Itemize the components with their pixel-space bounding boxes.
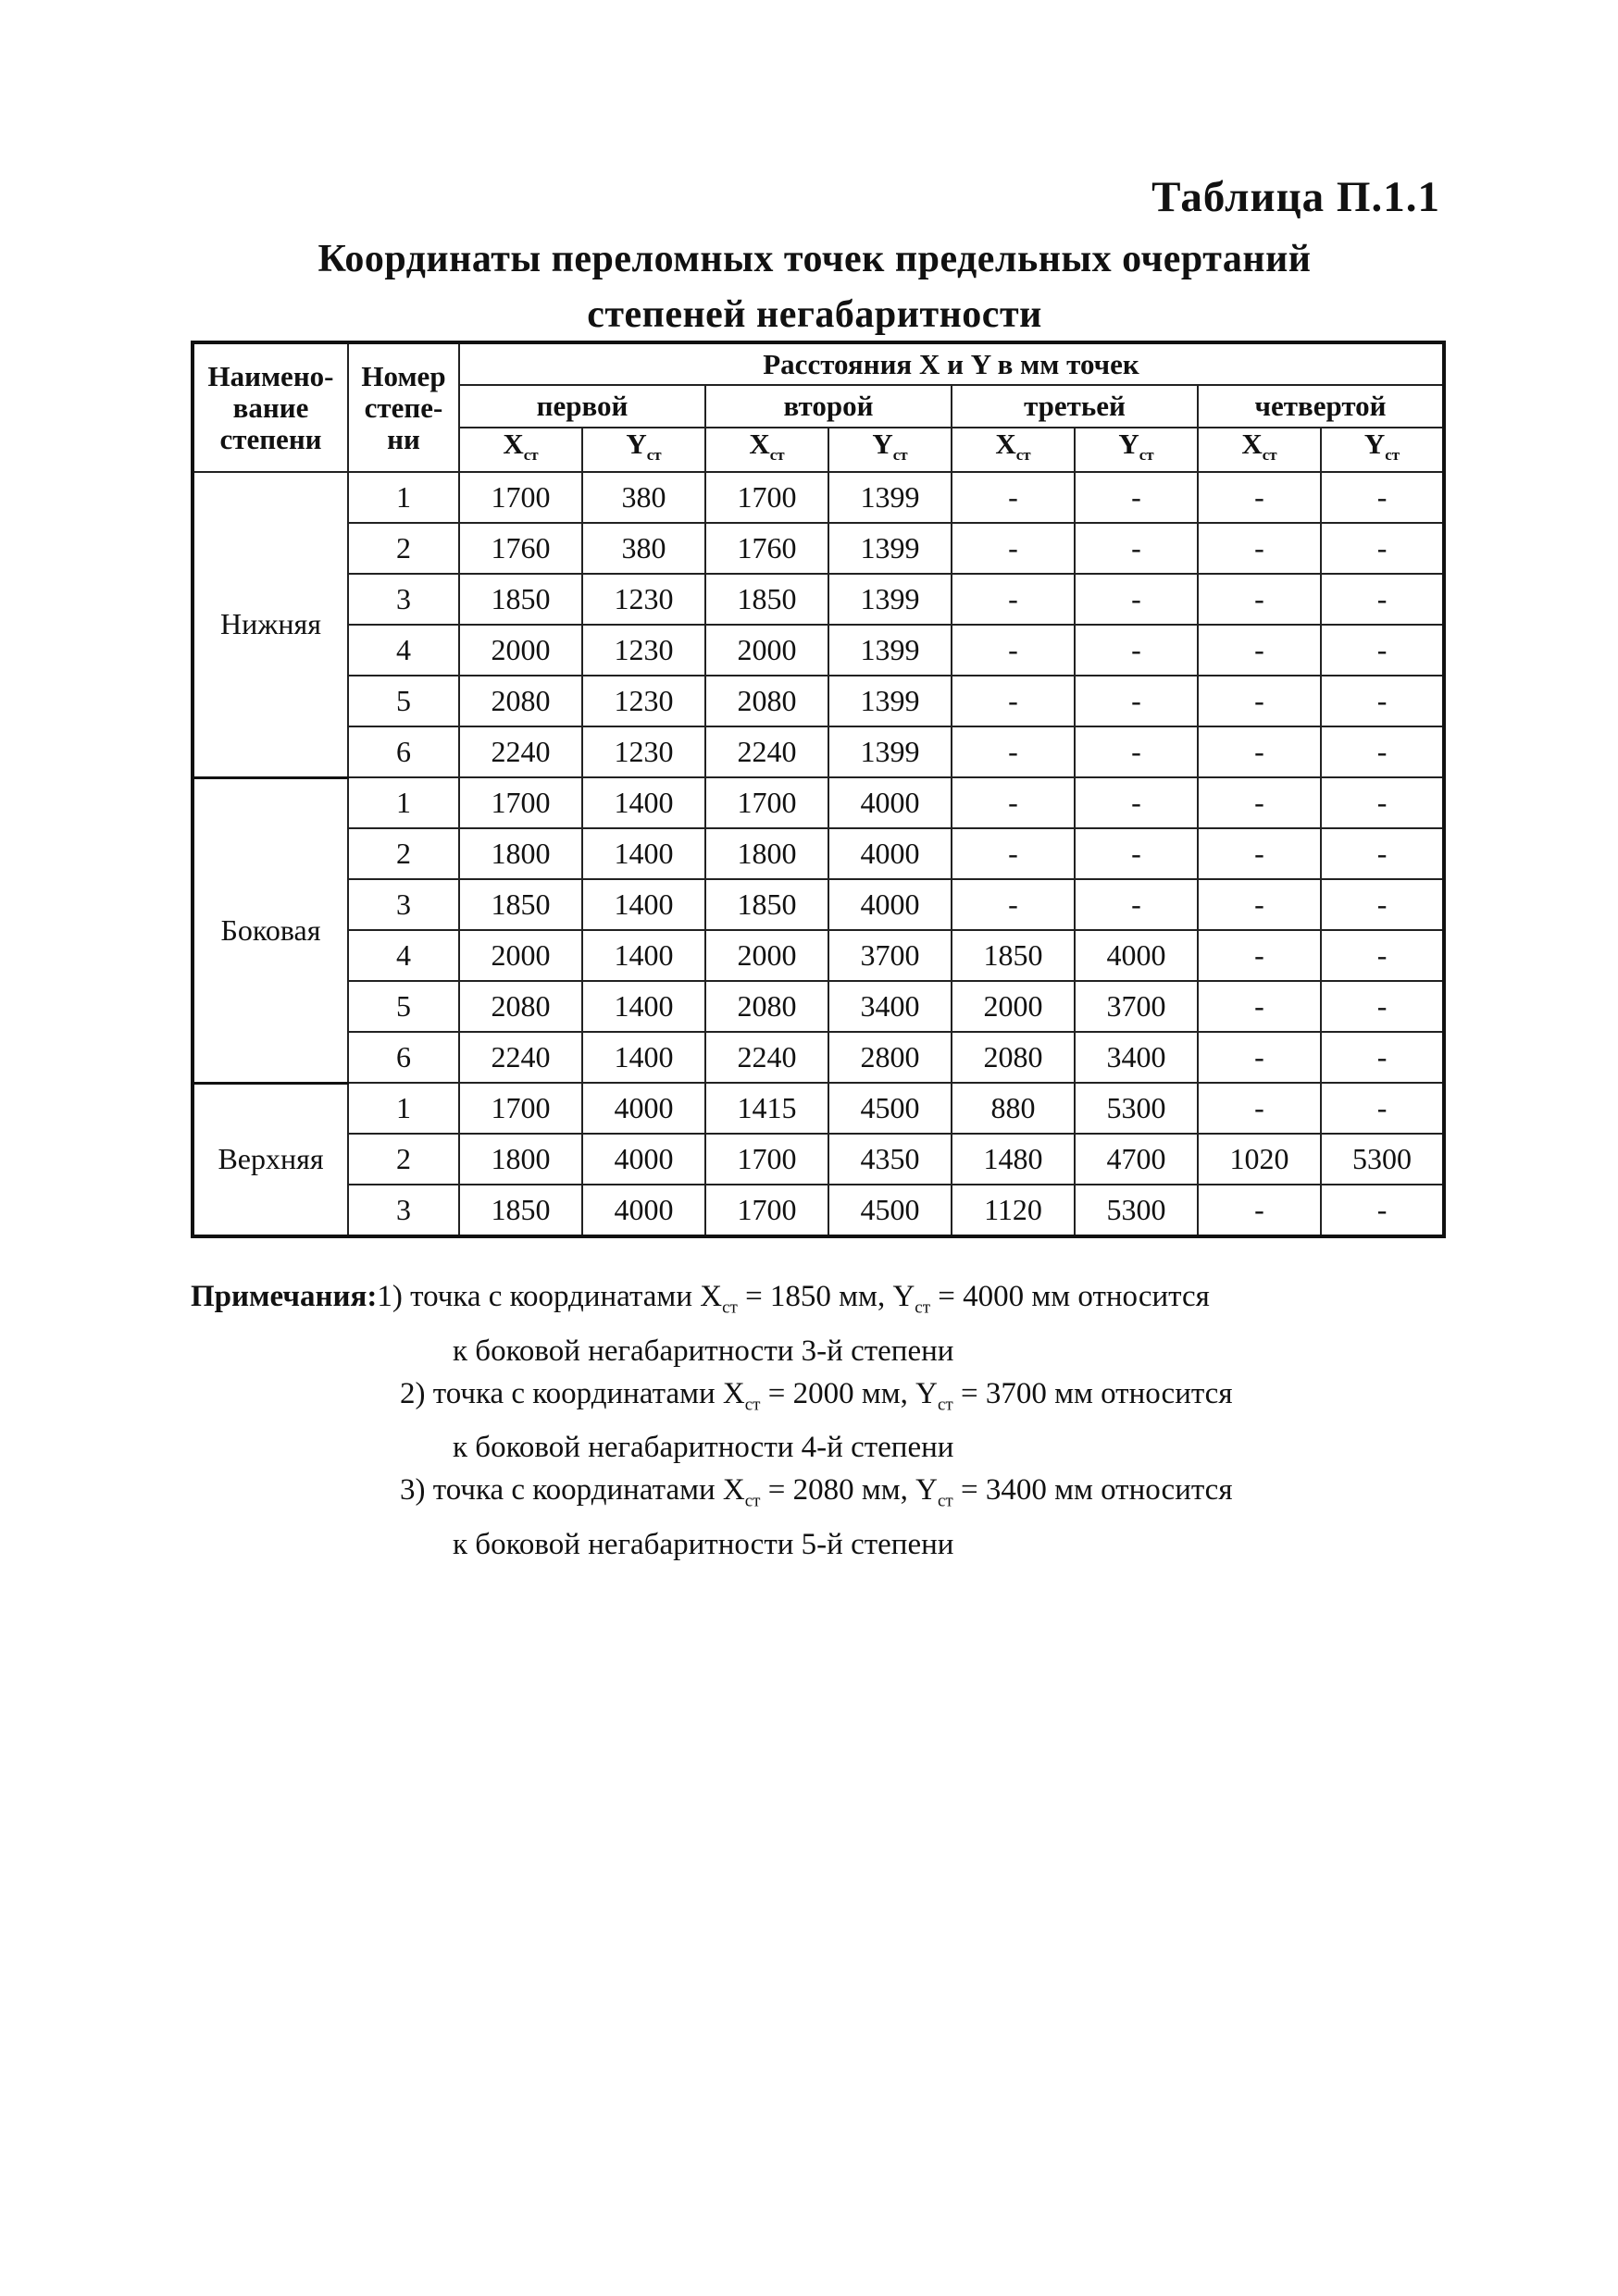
table-row bbox=[193, 472, 1444, 523]
coordinate-cell: 1800 bbox=[459, 828, 582, 879]
coordinate-cell: 1850 bbox=[459, 1185, 582, 1236]
coordinate-cell: - bbox=[1321, 574, 1444, 625]
degree-number: 5 bbox=[348, 676, 459, 726]
header-point-4: четвертой bbox=[1198, 385, 1444, 428]
coordinate-cell: 2800 bbox=[828, 1032, 952, 1083]
coordinate-cell: - bbox=[1321, 472, 1444, 523]
coordinate-cell: 1400 bbox=[582, 930, 705, 981]
header-distances: Расстояния X и Y в мм точек bbox=[459, 342, 1444, 385]
title-line-2: степеней негабаритности bbox=[587, 293, 1042, 336]
table-row bbox=[193, 777, 1444, 828]
coordinate-cell: 1400 bbox=[582, 777, 705, 828]
coordinate-cell: 880 bbox=[952, 1083, 1075, 1134]
coordinate-cell: 1480 bbox=[952, 1134, 1075, 1185]
header-y-3: $Y_{ст}$ bbox=[1075, 428, 1198, 472]
table-row bbox=[193, 726, 1444, 777]
degree-number: 6 bbox=[348, 1032, 459, 1083]
coordinate-cell: 2000 bbox=[459, 930, 582, 981]
coordinate-cell: - bbox=[1321, 676, 1444, 726]
coordinate-cell: 1230 bbox=[582, 574, 705, 625]
coordinate-cell: 1850 bbox=[459, 879, 582, 930]
coordinate-cell: 5300 bbox=[1075, 1185, 1198, 1236]
coordinate-cell: 1760 bbox=[705, 523, 828, 574]
coordinate-cell: 1700 bbox=[459, 777, 582, 828]
header-x-2: $X_{ст}$ bbox=[705, 428, 828, 472]
coordinate-cell: 1400 bbox=[582, 981, 705, 1032]
coordinate-cell: 1230 bbox=[582, 726, 705, 777]
coordinate-cell: - bbox=[1198, 574, 1321, 625]
coordinate-cell: - bbox=[1198, 1185, 1321, 1236]
coordinate-cell: 1850 bbox=[459, 574, 582, 625]
coordinate-cell: 1700 bbox=[705, 1185, 828, 1236]
coordinate-cell: 1400 bbox=[582, 1032, 705, 1083]
note-item: Примечания:1) точка с координатами $X_{ст} = 1850$ мм, $Y_{ст} = 4000$ мм относится bbox=[191, 1280, 1210, 1318]
degree-number: 1 bbox=[348, 472, 459, 523]
coordinate-cell: 1800 bbox=[459, 1134, 582, 1185]
coordinate-cell: 2080 bbox=[459, 981, 582, 1032]
coordinate-cell: 2080 bbox=[952, 1032, 1075, 1083]
title-line-1: Координаты переломных точек предельных очертаний bbox=[317, 238, 1312, 280]
group-name: Верхняя bbox=[193, 1083, 348, 1236]
coordinate-cell: - bbox=[1321, 726, 1444, 777]
page-title bbox=[190, 231, 1439, 342]
degree-number: 4 bbox=[348, 930, 459, 981]
coordinate-cell: 4000 bbox=[828, 777, 952, 828]
coordinate-cell: 1415 bbox=[705, 1083, 828, 1134]
degree-number: 5 bbox=[348, 981, 459, 1032]
coordinate-cell: 5300 bbox=[1075, 1083, 1198, 1134]
notes bbox=[191, 1275, 1450, 1566]
coordinate-cell: 4000 bbox=[582, 1185, 705, 1236]
table-row bbox=[193, 676, 1444, 726]
coordinate-cell: - bbox=[1198, 676, 1321, 726]
coordinate-cell: 4000 bbox=[582, 1134, 705, 1185]
coordinate-cell: 2240 bbox=[705, 726, 828, 777]
degree-number: 4 bbox=[348, 625, 459, 676]
coordinate-cell: - bbox=[1321, 523, 1444, 574]
header-y-4: $Y_{ст}$ bbox=[1321, 428, 1444, 472]
coordinate-cell: 1020 bbox=[1198, 1134, 1321, 1185]
coordinate-cell: - bbox=[1075, 523, 1198, 574]
coordinate-cell: 2240 bbox=[705, 1032, 828, 1083]
degree-number: 3 bbox=[348, 1185, 459, 1236]
coordinate-cell: - bbox=[1075, 676, 1198, 726]
degree-number: 2 bbox=[348, 523, 459, 574]
coordinate-cell: 4500 bbox=[828, 1083, 952, 1134]
coordinate-cell: - bbox=[1198, 726, 1321, 777]
table-row bbox=[193, 625, 1444, 676]
coordinate-cell: - bbox=[1198, 472, 1321, 523]
header-y-1: $Y_{ст}$ bbox=[582, 428, 705, 472]
note-item: 2) точка с координатами $X_{ст} = 2000$ мм, $Y_{ст} = 3700$ мм относится bbox=[400, 1376, 1233, 1415]
coordinate-cell: 1850 bbox=[705, 574, 828, 625]
notes-label: Примечания: bbox=[191, 1280, 378, 1313]
coordinate-cell: - bbox=[1198, 930, 1321, 981]
coordinate-cell: 380 bbox=[582, 523, 705, 574]
coordinate-cell: 4000 bbox=[582, 1083, 705, 1134]
coordinate-cell: - bbox=[1198, 828, 1321, 879]
header-name-col: Наимено- вание степени bbox=[193, 342, 348, 472]
note-item: 3) точка с координатами $X_{ст} = 2080$ мм, $Y_{ст} = 3400$ мм относится bbox=[400, 1473, 1233, 1511]
degree-number: 2 bbox=[348, 1134, 459, 1185]
coordinate-cell: - bbox=[952, 726, 1075, 777]
coordinate-cell: 2080 bbox=[459, 676, 582, 726]
coordinate-cell: 1700 bbox=[459, 1083, 582, 1134]
coordinate-cell: 1700 bbox=[705, 1134, 828, 1185]
coordinate-cell: 5300 bbox=[1321, 1134, 1444, 1185]
coordinate-cell: 1760 bbox=[459, 523, 582, 574]
coordinate-cell: - bbox=[1321, 777, 1444, 828]
coordinate-cell: 1399 bbox=[828, 472, 952, 523]
coordinate-cell: 3700 bbox=[828, 930, 952, 981]
coordinate-cell: - bbox=[952, 828, 1075, 879]
coordinate-cell: - bbox=[952, 879, 1075, 930]
coordinate-cell: - bbox=[1198, 1083, 1321, 1134]
coordinate-cell: 1399 bbox=[828, 523, 952, 574]
note-item-continuation: к боковой негабаритности 5-й степени bbox=[453, 1527, 954, 1561]
coordinate-cell: - bbox=[1198, 523, 1321, 574]
degree-number: 3 bbox=[348, 574, 459, 625]
coordinate-cell: 2080 bbox=[705, 981, 828, 1032]
coordinate-cell: - bbox=[1198, 625, 1321, 676]
coordinate-cell: 2000 bbox=[705, 625, 828, 676]
coordinate-cell: 1700 bbox=[705, 472, 828, 523]
coordinate-cell: - bbox=[1321, 930, 1444, 981]
coordinate-cell: - bbox=[1198, 1032, 1321, 1083]
table-row bbox=[193, 1032, 1444, 1083]
table-row bbox=[193, 930, 1444, 981]
coordinate-cell: - bbox=[952, 777, 1075, 828]
degree-number: 1 bbox=[348, 777, 459, 828]
coordinate-cell: 3700 bbox=[1075, 981, 1198, 1032]
coordinate-cell: 4500 bbox=[828, 1185, 952, 1236]
coordinate-cell: - bbox=[1075, 472, 1198, 523]
coordinate-cell: 2000 bbox=[459, 625, 582, 676]
degree-number: 2 bbox=[348, 828, 459, 879]
coordinate-cell: - bbox=[952, 523, 1075, 574]
coordinate-cell: 2240 bbox=[459, 1032, 582, 1083]
coordinate-cell: - bbox=[1198, 777, 1321, 828]
table-row bbox=[193, 1134, 1444, 1185]
coordinate-cell: 4000 bbox=[828, 879, 952, 930]
coordinate-cell: 1230 bbox=[582, 676, 705, 726]
coordinate-cell: - bbox=[1321, 1083, 1444, 1134]
coordinate-cell: - bbox=[1321, 625, 1444, 676]
header-point-1: первой bbox=[459, 385, 705, 428]
coordinate-cell: - bbox=[1075, 828, 1198, 879]
degree-number: 1 bbox=[348, 1083, 459, 1134]
header-point-2: второй bbox=[705, 385, 952, 428]
header-x-4: $X_{ст}$ bbox=[1198, 428, 1321, 472]
coordinate-cell: 3400 bbox=[828, 981, 952, 1032]
coordinate-cell: 4000 bbox=[828, 828, 952, 879]
coordinate-cell: - bbox=[1198, 981, 1321, 1032]
coordinate-cell: 1399 bbox=[828, 574, 952, 625]
table-row bbox=[193, 1185, 1444, 1236]
header-y-2: $Y_{ст}$ bbox=[828, 428, 952, 472]
coordinate-cell: 1700 bbox=[705, 777, 828, 828]
table-row bbox=[193, 1083, 1444, 1134]
coordinate-cell: 1400 bbox=[582, 879, 705, 930]
coordinate-cell: - bbox=[1321, 828, 1444, 879]
coordinate-cell: - bbox=[1198, 879, 1321, 930]
table-row bbox=[193, 981, 1444, 1032]
coordinate-cell: - bbox=[1075, 777, 1198, 828]
coordinate-cell: 1850 bbox=[705, 879, 828, 930]
coordinate-cell: 4700 bbox=[1075, 1134, 1198, 1185]
coordinate-cell: 1400 bbox=[582, 828, 705, 879]
table-row bbox=[193, 523, 1444, 574]
coordinate-cell: 1700 bbox=[459, 472, 582, 523]
coordinate-cell: - bbox=[1321, 1185, 1444, 1236]
coordinate-cell: - bbox=[1321, 1032, 1444, 1083]
coordinate-cell: 380 bbox=[582, 472, 705, 523]
coordinate-cell: 4000 bbox=[1075, 930, 1198, 981]
coordinate-cell: - bbox=[1321, 879, 1444, 930]
coordinate-cell: 2240 bbox=[459, 726, 582, 777]
coordinate-cell: 2080 bbox=[705, 676, 828, 726]
coordinate-cell: 1850 bbox=[952, 930, 1075, 981]
coordinate-cell: 1399 bbox=[828, 676, 952, 726]
table-label: Таблица П.1.1 bbox=[1151, 173, 1440, 221]
degree-number: 3 bbox=[348, 879, 459, 930]
coordinate-cell: 1399 bbox=[828, 625, 952, 676]
coordinate-cell: 4350 bbox=[828, 1134, 952, 1185]
coordinate-cell: - bbox=[952, 676, 1075, 726]
coordinate-cell: 3400 bbox=[1075, 1032, 1198, 1083]
table-row bbox=[193, 828, 1444, 879]
coordinate-cell: 2000 bbox=[705, 930, 828, 981]
coordinate-cell: 2000 bbox=[952, 981, 1075, 1032]
coordinate-cell: 1230 bbox=[582, 625, 705, 676]
coordinate-cell: - bbox=[1075, 879, 1198, 930]
note-item-continuation: к боковой негабаритности 3-й степени bbox=[453, 1334, 954, 1368]
table-row bbox=[193, 879, 1444, 930]
coordinate-cell: 1800 bbox=[705, 828, 828, 879]
coordinate-cell: - bbox=[1075, 726, 1198, 777]
group-name: Нижняя bbox=[193, 472, 348, 777]
group-name: Боковая bbox=[193, 777, 348, 1083]
note-item-continuation: к боковой негабаритности 4-й степени bbox=[453, 1431, 954, 1465]
table-row bbox=[193, 574, 1444, 625]
coordinates-table bbox=[191, 341, 1446, 1238]
coordinate-cell: - bbox=[1075, 625, 1198, 676]
header-x-1: $X_{ст}$ bbox=[459, 428, 582, 472]
coordinate-cell: - bbox=[1075, 574, 1198, 625]
coordinate-cell: - bbox=[1321, 981, 1444, 1032]
header-point-3: третьей bbox=[952, 385, 1198, 428]
header-x-3: $X_{ст}$ bbox=[952, 428, 1075, 472]
coordinate-cell: 1399 bbox=[828, 726, 952, 777]
coordinate-cell: - bbox=[952, 574, 1075, 625]
coordinate-cell: 1120 bbox=[952, 1185, 1075, 1236]
degree-number: 6 bbox=[348, 726, 459, 777]
header-num-col: Номер степе- ни bbox=[348, 342, 459, 472]
coordinate-cell: - bbox=[952, 472, 1075, 523]
coordinate-cell: - bbox=[952, 625, 1075, 676]
